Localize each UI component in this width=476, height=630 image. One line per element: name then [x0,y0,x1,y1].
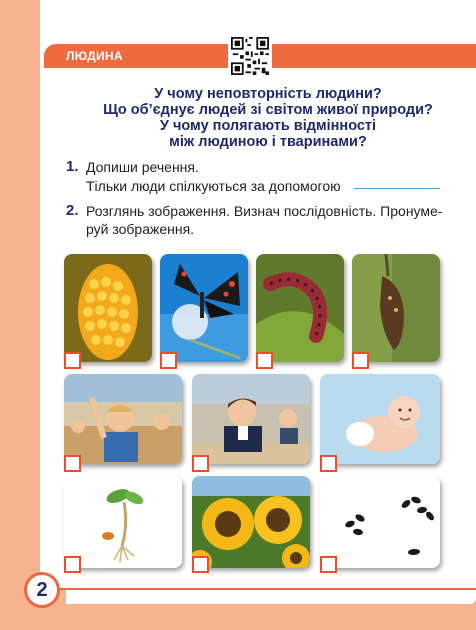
number-box-5[interactable] [64,455,81,472]
task-2-number: 2. [66,202,79,219]
number-box-3[interactable] [256,352,273,369]
photo-baby [320,374,440,464]
qr-code[interactable] [228,34,272,78]
task-1-instruction: Допиши речення. [86,159,199,175]
lesson-questions [60,86,476,150]
photo-caterpillar [256,254,344,362]
question-line: У чому неповторність людини? [154,86,382,102]
number-box-8[interactable] [64,556,81,573]
task-1-answer-field[interactable] [354,188,440,189]
task-2-instruction: Розглянь зображення. Визнач послідовність. Пронуме- [86,203,443,219]
bottom-tab [66,590,476,604]
question-line: У чому полягають відмінності [159,118,377,134]
photo-schoolboy [192,374,310,464]
photo-child-in-class [64,374,182,464]
number-box-7[interactable] [320,455,337,472]
task-1-number: 1. [66,158,79,175]
number-box-1[interactable] [64,352,81,369]
number-box-10[interactable] [320,556,337,573]
number-box-4[interactable] [352,352,369,369]
number-box-9[interactable] [192,556,209,573]
question-line: між людиною і тваринами? [169,134,367,150]
photo-chrysalis [352,254,440,362]
photo-butterfly-on-dandelion [160,254,248,362]
task-1-sentence: Тільки люди спілкуються за допомогою [86,178,341,194]
section-title: ЛЮДИНА [66,49,123,63]
photo-sunflowers [192,476,310,568]
question-line: Що об’єднує людей зі світом живої природи? [103,102,433,118]
photo-butterfly-eggs [64,254,152,362]
number-box-6[interactable] [192,455,209,472]
number-box-2[interactable] [160,352,177,369]
qr-code-icon [231,37,269,75]
photo-seedling [64,476,182,568]
task-2-instruction-cont: руй зображення. [86,221,195,237]
page-number: 2 [24,572,60,608]
photo-sunflower-seeds [320,476,440,568]
